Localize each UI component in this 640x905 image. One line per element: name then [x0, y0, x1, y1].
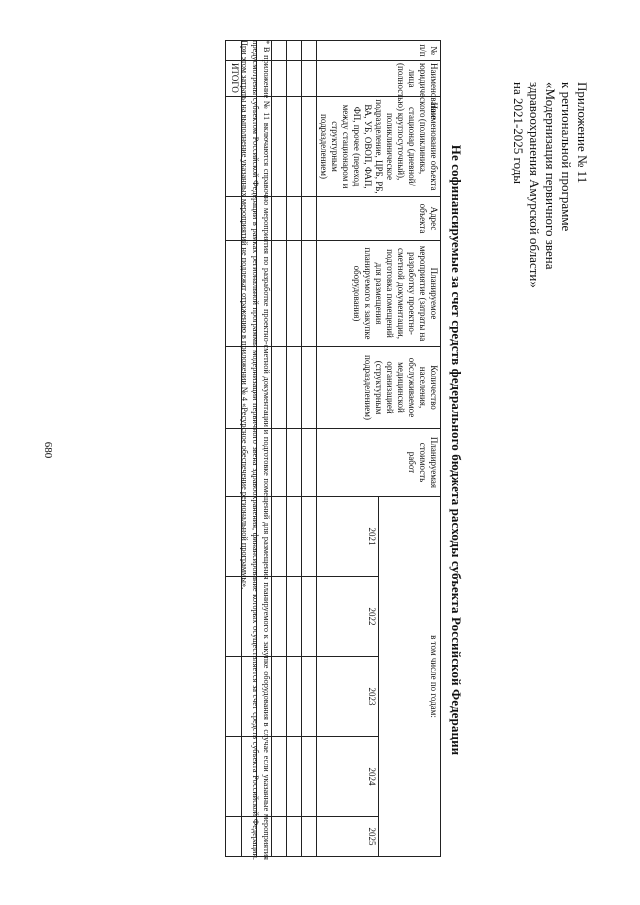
table-cell — [272, 817, 287, 857]
table-cell — [272, 41, 287, 61]
table-row — [302, 41, 317, 857]
table-cell — [302, 737, 317, 817]
table-cell — [272, 61, 287, 97]
table-cell — [287, 347, 302, 429]
appendix-line-5: на 2021-2025 годы — [511, 82, 526, 185]
header-address: Адрес объекта — [317, 197, 441, 241]
header-incl-by-year: в том числе по годам: — [379, 497, 441, 857]
appendix-header — [510, 82, 590, 362]
appendix-line-2: к региональной программе — [559, 82, 574, 232]
table-cell — [302, 497, 317, 577]
table-cell — [302, 817, 317, 857]
table-cell — [302, 347, 317, 429]
header-object-name: Наименование объекта (поликлиника, стационар (дневной/круглосуточный), поликлиническое подразделение, ЦРБ, РБ, ВА, УБ, ОВОП, ФАП, ФП, прочее (переход между стационаром и структурным подразделением) — [317, 97, 441, 197]
table-cell — [287, 657, 302, 737]
table-cell — [287, 61, 302, 97]
header-year: 2024 — [317, 737, 379, 817]
table-cell — [287, 41, 302, 61]
table-cell — [287, 497, 302, 577]
table-cell — [302, 241, 317, 347]
table-cell — [287, 577, 302, 657]
table-cell — [272, 577, 287, 657]
footnote: * В приложение № 11 включаются справочно мероприятия по разработке проектно-сметной документации и подготовке помещений для размещения планируемого к закупке оборудования в случае если указанные мероприятия предусмотрены субъектом Российской Федерации в рамках региональной программы модернизации первичного звена здравоохранения, финансирование которых осуществляется за счет средств субъекта Российской Федерации. При этом затраты на выполнение указанных мероприятий не подлежат отражению в приложении № 4 «Ресурсное обеспечение региональной программы». — [240, 40, 271, 860]
table-cell — [287, 97, 302, 197]
appendix-line-4: здравоохранения Амурской области» — [527, 82, 542, 288]
document-title: Не софинансируемые за счет средств федерального бюджета расходы субъекта Российской Федерации — [449, 144, 464, 756]
rotated-page — [40, 10, 640, 860]
header-population: Количество населения, обслуживаемое медицинской организацией (структурным подразделением) — [317, 347, 441, 429]
total-label: ИТОГО — [226, 61, 242, 97]
table-cell — [287, 429, 302, 497]
table-cell — [302, 41, 317, 61]
table-cell — [272, 197, 287, 241]
table-cell — [287, 817, 302, 857]
table-cell — [272, 497, 287, 577]
table-cell — [302, 429, 317, 497]
header-year: 2022 — [317, 577, 379, 657]
table-cell — [302, 577, 317, 657]
table-cell — [302, 197, 317, 241]
table-header-row — [379, 41, 441, 857]
header-planned-event: Планируемое мероприятие (затраты на разработку проектно-сметной документации, подготовка помещений для размещения планируемого к закупке оборудования) — [317, 241, 441, 347]
appendix-line-3: «Модернизация первичного звена — [543, 82, 558, 270]
header-legal-entity: Наименование юридического лица (полностью) — [317, 61, 441, 97]
table-cell — [272, 657, 287, 737]
table-row — [272, 41, 287, 857]
page-number: 680 — [42, 441, 54, 459]
table-cell — [302, 61, 317, 97]
header-year: 2023 — [317, 657, 379, 737]
table-row — [287, 41, 302, 857]
table-cell — [302, 97, 317, 197]
table-cell — [287, 197, 302, 241]
header-year: 2021 — [317, 497, 379, 577]
table-cell — [272, 97, 287, 197]
header-year: 2025 — [317, 817, 379, 857]
appendix-line-1: Приложение № 11 — [575, 82, 590, 184]
table-cell — [272, 241, 287, 347]
table-cell — [287, 241, 302, 347]
table-cell — [287, 737, 302, 817]
header-num: № п/п — [317, 41, 441, 61]
header-planned-cost: Планируемая стоимость работ — [317, 429, 441, 497]
table-cell — [302, 657, 317, 737]
table-cell — [272, 347, 287, 429]
table-cell — [272, 429, 287, 497]
table-cell — [272, 737, 287, 817]
